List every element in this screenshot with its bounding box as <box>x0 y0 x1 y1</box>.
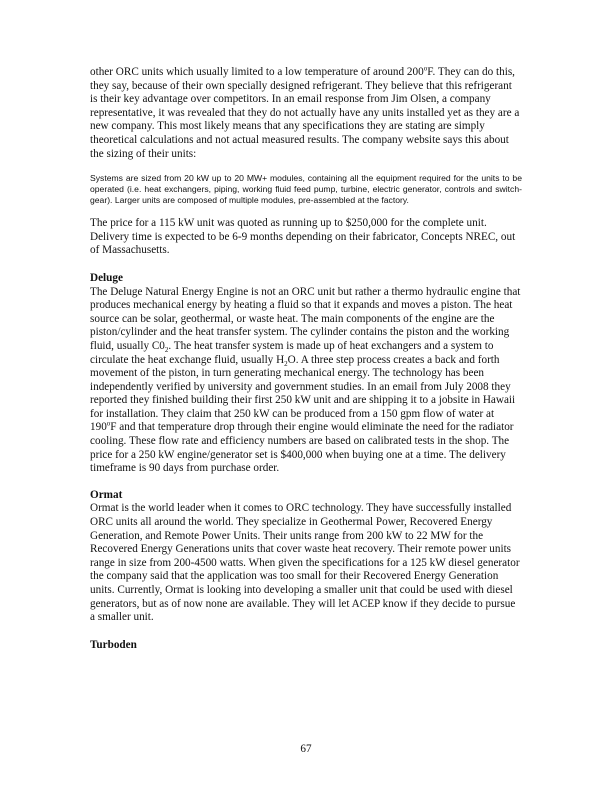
deluge-text-part-3: O. A three step process creates a back and forth movement of the piston, in turn generating mechanical energy. The technology has been independently verified by university and government studies. In an email from July 2008 they reported they finished building their first 250 kW unit and are shipping it to a jobsite in Hawaii for installation. They claim that 250 kW can be produced from a 150 gpm flow of water at 190 <box>90 353 516 434</box>
page-number: 67 <box>300 743 312 755</box>
h2o-subscript: 2 <box>284 359 288 368</box>
degree-superscript: o <box>423 64 428 73</box>
deluge-text-part-2: . The heat transfer system is made up of heat exchangers and a system to circulate the heat exchange fluid, usually H <box>90 339 494 366</box>
deluge-text-part-4: F and that temperature drop through their engine would eliminate the need for the radiator cooling. These flow rate and efficiency numbers are based on calibrated tests in the shop. The price for a 250 kW engine/generator set is $400,000 when buying one at a time. The delivery timeframe is 90 days from purchase order. <box>90 421 514 475</box>
deluge-text-part-1: The Deluge Natural Energy Engine is not an ORC unit but rather a thermo hydraulic engine that produces mechanical energy by heating a fluid so that it expands and moves a piston. The heat source can be solar, geothermal, or waste heat. The main components of the engine are the piston/cylinder and the heat transfer system. The cylinder contains the piston and the working fluid, usually C0 <box>90 285 521 352</box>
degree-superscript: o <box>106 419 111 428</box>
deluge-heading: Deluge <box>90 271 123 284</box>
intro-paragraph <box>90 66 522 161</box>
intro-text-part-1: other ORC units which usually limited to a low temperature of around 200 <box>90 66 424 78</box>
ormat-heading: Ormat <box>90 488 123 501</box>
deluge-paragraph <box>90 286 522 476</box>
intro-text-part-2: F. They can do this, they say, because of their own specially designed refrigerant. They believe that this refrigerant is their key advantage over competitors. In an email response from Jim Olsen, a company representative, it was revealed that they do not actually have any units installed yet as they are a new company. This most likely means that any specifications they are stating are simply theoretical calculations and not actual measured results. The company website says this about the sizing of their units: <box>90 66 520 160</box>
co2-subscript: 2 <box>164 346 169 355</box>
website-quote: Systems are sized from 20 kW up to 20 MW+ modules, containing all the equipment required for the units to be operated (i.e. heat exchangers, piping, working fluid feed pump, turbine, electric generator, controls and switch-gear). Larger units are composed of multiple modules, pre-assembled at the factory. <box>90 173 522 206</box>
page-content <box>90 66 522 652</box>
ormat-paragraph: Ormat is the world leader when it comes to ORC technology. They have successfully installed ORC units all around the world. They specialize in Geothermal Power, Recovered Energy Generation, and Remote Power Units. Their units range from 200 kW to 22 MW for the Recovered Energy Generations units that cover waste heat recovery. Their remote power units range in size from 200-4500 watts. When given the specifications for a 125 kW diesel generator the company said that the application was too small for their Recovered Energy Generation units. Currently, Ormat is looking into developing a smaller unit that could be used with diesel generators, but as of now none are available. They will let ACEP know if they decide to pursue a smaller unit. <box>90 502 520 624</box>
price-paragraph: The price for a 115 kW unit was quoted as running up to $250,000 for the complete unit. Delivery time is expected to be 6-9 months depending on their fabricator, Concepts NREC, out of Massachusetts. <box>90 217 516 257</box>
turboden-heading: Turboden <box>90 638 137 651</box>
